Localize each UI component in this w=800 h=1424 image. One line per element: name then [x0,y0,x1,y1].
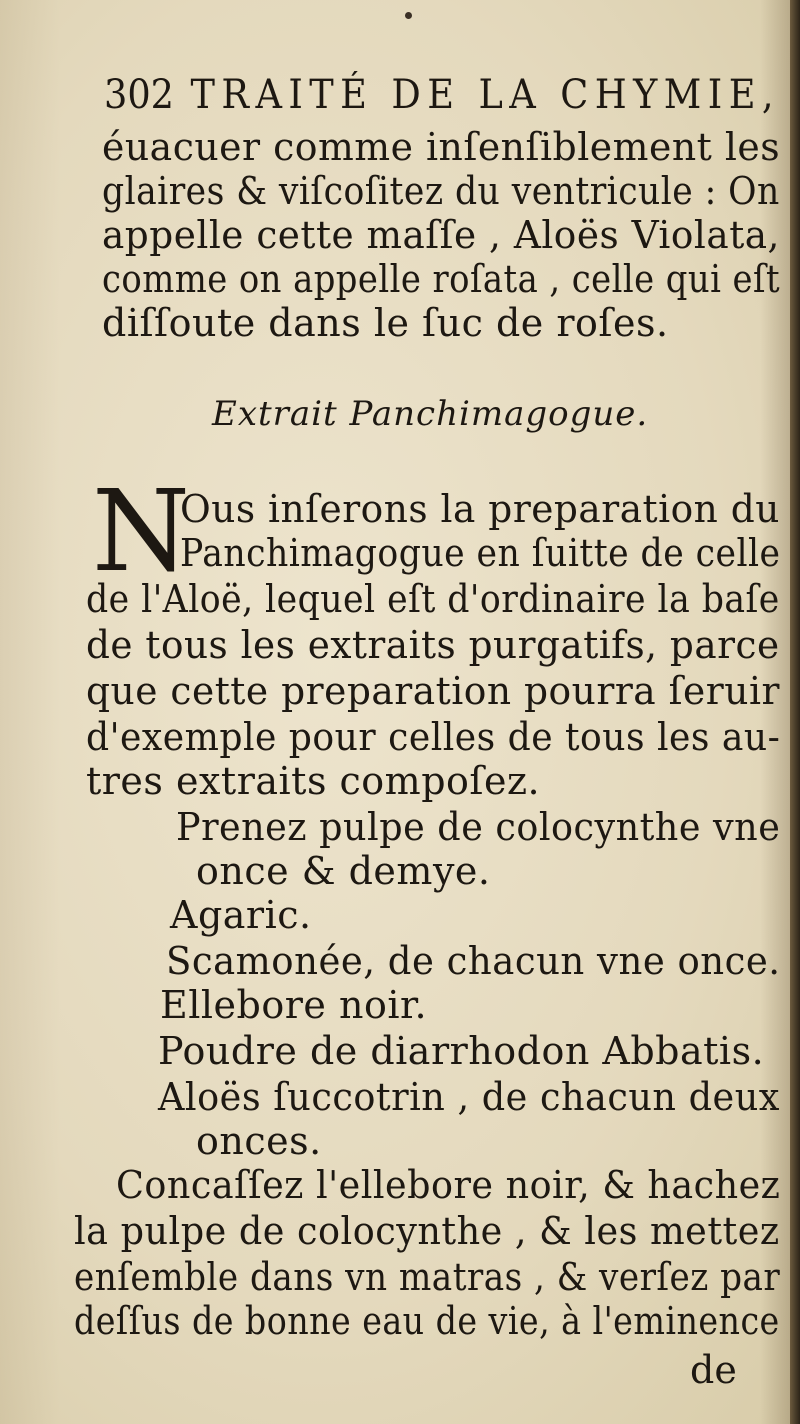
text-line: que cette preparation pourra ſeruir [86,669,780,713]
text-line: comme on appelle roſata , celle qui eſt [102,257,781,301]
section-title: Extrait Panchimagogue. [212,394,649,434]
text-line: diſſoute dans le ſuc de roſes. [102,301,669,345]
page-number: 302 [104,72,175,118]
recipe-line: Aloës ſuccotrin , de chacun deux [158,1075,780,1119]
text-line: éuacuer comme inſenſiblement les [102,125,781,169]
text-line: deſſus de bonne eau de vie, à l'eminence [74,1299,780,1343]
catchword: de [690,1348,737,1392]
recipe-line: Prenez pulpe de colocynthe vne [176,805,781,849]
text-line: d'exemple pour celles de tous les au- [86,715,781,759]
recipe-line: Ellebore noir. [160,983,428,1027]
text-line: appelle cette maſſe , Aloës Violata, [102,213,780,257]
text-line: de tous les extraits purgatifs, parce [86,623,780,667]
recipe-line: Poudre de diarrhodon Abbatis. [158,1029,765,1073]
text-line: glaires & viſcoſitez du ventricule : On [102,169,780,213]
text-line: enſemble dans vn matras , & verſez par [74,1255,781,1299]
drop-cap: N [92,467,190,597]
text-line: de l'Aloë, lequel eſt d'ordinaire la baſe [86,577,780,621]
running-title: TRAITÉ DE LA CHYMIE, [190,72,780,118]
recipe-line: onces. [196,1119,322,1163]
text-line: Ous inſerons la preparation du [180,487,780,531]
recipe-line: Scamonée, de chacun vne once. [166,939,781,983]
text-line: Panchimagogue en ſuitte de celle [180,531,781,575]
recipe-line: once & demye. [196,849,491,893]
running-header [104,72,780,118]
recipe-line: Agaric. [170,893,312,937]
text-line: tres extraits compoſez. [86,759,541,803]
text-line: la pulpe de colocynthe , & les mettez [74,1209,780,1253]
text-line: Concaſſez l'ellebore noir, & hachez [116,1163,781,1207]
